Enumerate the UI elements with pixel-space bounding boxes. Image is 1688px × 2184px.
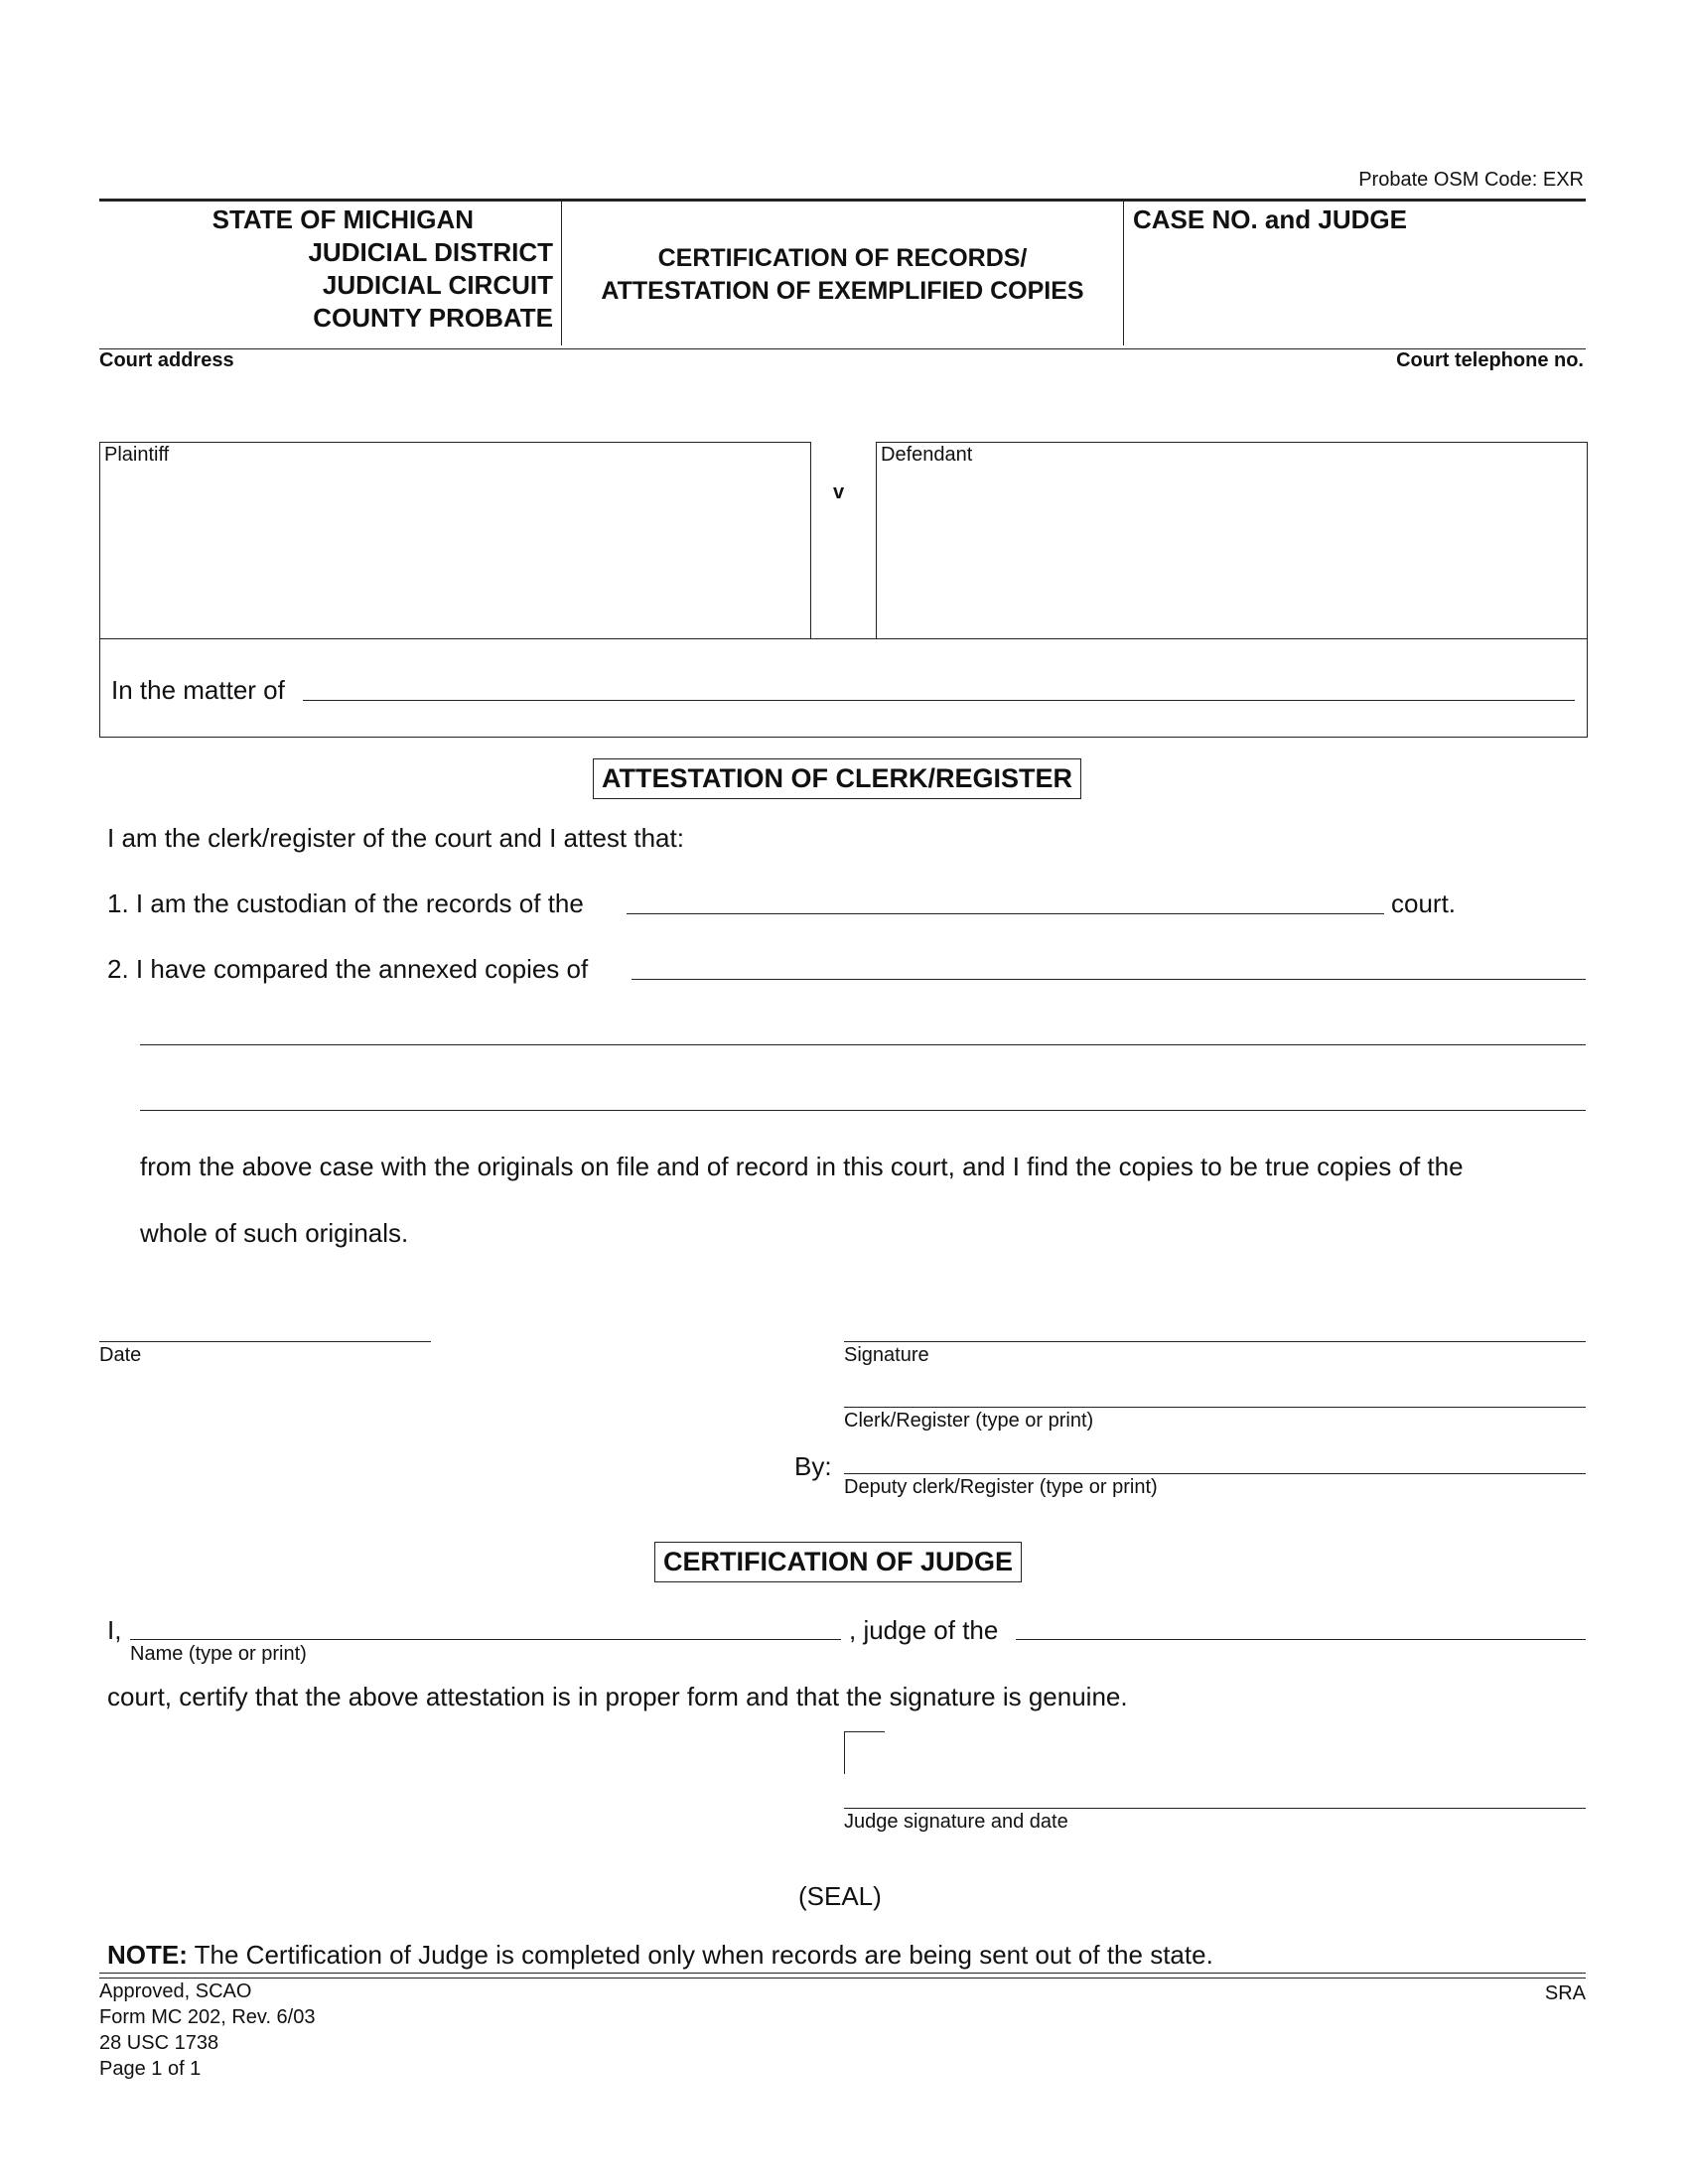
footer-form-number: Form MC 202, Rev. 6/03 [99,2006,316,2028]
court-line-probate: COUNTY PROBATE [313,303,553,333]
attestation-title: ATTESTATION OF CLERK/REGISTER [593,758,1081,799]
footer-sra: SRA [1544,1982,1586,2004]
court-name-block [99,204,553,335]
defendant-label: Defendant [881,444,973,466]
note-text: The Certification of Judge is completed only when records are being sent out of the state. [194,1940,1213,1970]
deputy-clerk-input[interactable] [844,1444,1586,1474]
judge-name-input[interactable] [130,1610,841,1640]
annexed-copies-input-3[interactable] [140,1081,1586,1111]
osm-code: Probate OSM Code: EXR [1358,169,1584,191]
item-2-text: 2. I have compared the annexed copies of [107,954,589,984]
date-label: Date [99,1344,142,1366]
court-line-circuit: JUDICIAL CIRCUIT [322,270,553,300]
defendant-input[interactable] [884,475,1583,635]
note-label: NOTE: [107,1940,188,1970]
judge-court-input[interactable] [1016,1610,1586,1640]
plaintiff-input[interactable] [107,475,806,635]
item-1-text: 1. I am the custodian of the records of the [107,888,584,918]
custodian-court-input[interactable] [627,885,1384,914]
seal-corner-mark [844,1731,885,1774]
judge-signature-label: Judge signature and date [844,1811,1068,1833]
plaintiff-label: Plaintiff [104,444,170,466]
attestation-intro: I am the clerk/register of the court and I attest that: [107,823,684,853]
court-line-district: JUDICIAL DISTRICT [308,237,553,267]
header-divider-right [1123,201,1124,345]
clerk-name-input[interactable] [844,1378,1586,1408]
annexed-copies-input-2[interactable] [140,1016,1586,1045]
judge-signature-input[interactable] [844,1779,1586,1809]
case-no-input[interactable] [1133,248,1570,278]
footer-page: Page 1 of 1 [99,2058,202,2080]
versus-label: v [833,481,845,503]
deputy-label: Deputy clerk/Register (type or print) [844,1476,1158,1498]
court-telephone-label: Court telephone no. [1396,349,1584,371]
from-text-line-1: from the above case with the originals on file and of record in this court, and I find the copies to be true copies of the [140,1152,1464,1181]
footer-info [99,1979,315,2082]
judge-certification-title: CERTIFICATION OF JUDGE [654,1542,1022,1582]
form-title-line-1: CERTIFICATION OF RECORDS/ [657,244,1028,272]
court-address-label: Court address [99,349,234,371]
footer-approved: Approved, SCAO [99,1980,252,2002]
form-title [562,242,1123,308]
judge-certify-text: court, certify that the above attestation is in proper form and that the signature is genuine. [107,1682,1128,1711]
clerk-signature-input[interactable] [844,1312,1586,1342]
judge-of-text: , judge of the [849,1615,999,1645]
court-line-state: STATE OF MICHIGAN [211,205,474,234]
footer-rule [99,1973,1586,1979]
form-title-line-2: ATTESTATION OF EXEMPLIFIED COPIES [601,277,1084,305]
matter-input[interactable] [303,671,1575,701]
from-text-line-2: whole of such originals. [140,1218,409,1248]
by-label: By: [794,1451,832,1481]
annexed-copies-input-1[interactable] [632,950,1586,980]
signature-label: Signature [844,1344,929,1366]
clerk-label: Clerk/Register (type or print) [844,1410,1094,1432]
date-input[interactable] [99,1312,431,1342]
note [107,1940,1213,1971]
matter-label: In the matter of [111,675,285,705]
seal-label: (SEAL) [798,1881,882,1911]
judge-name-label: Name (type or print) [130,1643,307,1665]
footer-statute: 28 USC 1738 [99,2032,219,2054]
judge-i-label: I, [107,1615,122,1645]
item-1-suffix: court. [1391,888,1457,918]
case-no-label: CASE NO. and JUDGE [1133,205,1407,234]
